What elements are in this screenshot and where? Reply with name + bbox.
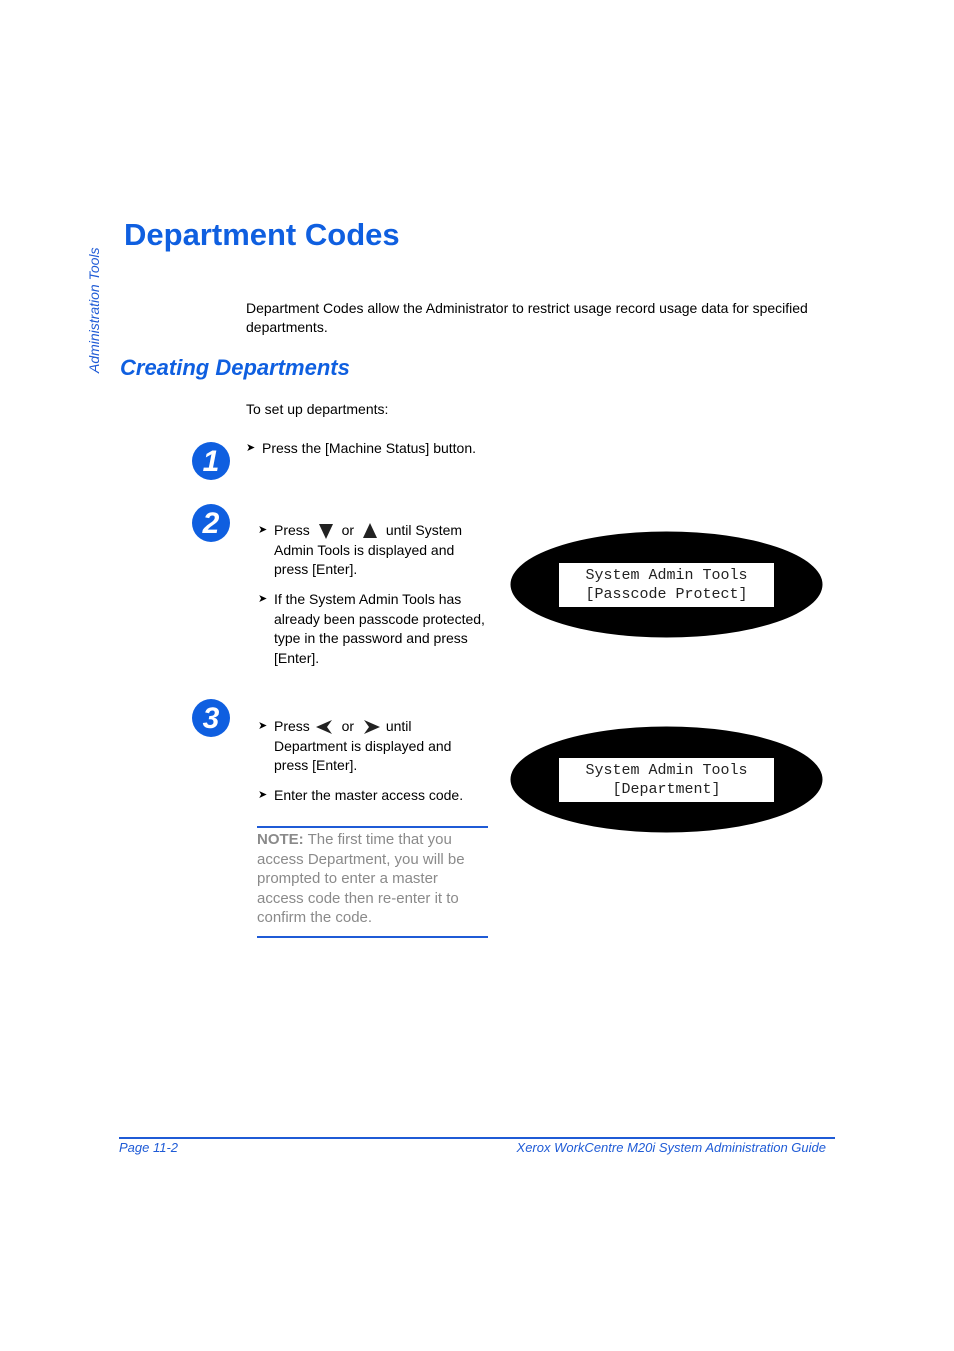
press-label: Press	[274, 718, 310, 734]
step-2-bullet-1	[258, 521, 490, 583]
step-3-bullet-2	[258, 786, 490, 806]
page-title: Department Codes	[124, 217, 400, 252]
or-label: or	[341, 718, 355, 734]
bullet-arrow-icon: ➤	[246, 442, 256, 454]
section-title: Creating Departments	[120, 355, 350, 380]
note-label: NOTE:	[257, 831, 304, 848]
or-label: or	[341, 522, 355, 538]
lcd-line-1: System Admin Tools	[585, 567, 748, 584]
lcd-display-passcode	[510, 531, 823, 638]
down-arrow-icon	[314, 522, 338, 540]
note-box	[257, 826, 488, 938]
lcd-display-department	[510, 726, 823, 833]
lcd-line-2: [Passcode Protect]	[585, 586, 748, 603]
lcd-screen	[559, 563, 774, 607]
step-3-bullet-1	[258, 717, 490, 779]
step-2-number: 2	[202, 507, 220, 540]
right-arrow-icon	[358, 719, 382, 735]
lcd-line-1: System Admin Tools	[585, 762, 748, 779]
left-arrow-icon	[314, 719, 338, 735]
step-1-bullet	[246, 439, 526, 459]
step-2-bullet-2	[258, 590, 490, 670]
step-2-instruction: until System Admin Tools is displayed and press [Enter].	[274, 522, 463, 577]
step-3-instruction: until Department is displayed and press [Enter].	[274, 718, 452, 773]
step-3-access-code-text: Enter the master access code.	[274, 787, 464, 803]
step-1-badge-icon	[191, 441, 231, 481]
side-tab	[86, 225, 106, 373]
footer-page-number: Page 11-2	[119, 1140, 179, 1155]
up-arrow-icon	[358, 522, 382, 540]
footer-divider	[119, 1137, 835, 1139]
footer-guide-title: Xerox WorkCentre M20i System Administration Guide	[516, 1140, 826, 1155]
bullet-arrow-icon: ➤	[258, 789, 268, 801]
lcd-line-2: [Department]	[612, 781, 721, 798]
lead-text: To set up departments:	[246, 401, 389, 417]
step-1-number: 1	[202, 445, 220, 478]
intro-paragraph: Department Codes allow the Administrator to restrict usage record usage data for specified departments.	[246, 300, 808, 335]
bullet-arrow-icon: ➤	[258, 720, 268, 732]
step-3-number: 3	[202, 702, 220, 735]
step-2-badge-icon	[191, 503, 231, 543]
press-label: Press	[274, 522, 310, 538]
step-3-badge-icon	[191, 698, 231, 738]
bullet-arrow-icon: ➤	[258, 593, 268, 605]
lcd-screen	[559, 758, 774, 802]
step-2-passcode-text: If the System Admin Tools has already been passcode protected, type in the password and press [Enter].	[274, 591, 485, 666]
note-text: The first time that you access Department, you will be prompted to enter a master access code then re-enter it to confirm the code.	[257, 831, 465, 926]
side-tab-label: Administration Tools	[86, 247, 102, 373]
bullet-arrow-icon: ➤	[258, 524, 268, 536]
step-1-text: Press the [Machine Status] button.	[262, 440, 477, 456]
